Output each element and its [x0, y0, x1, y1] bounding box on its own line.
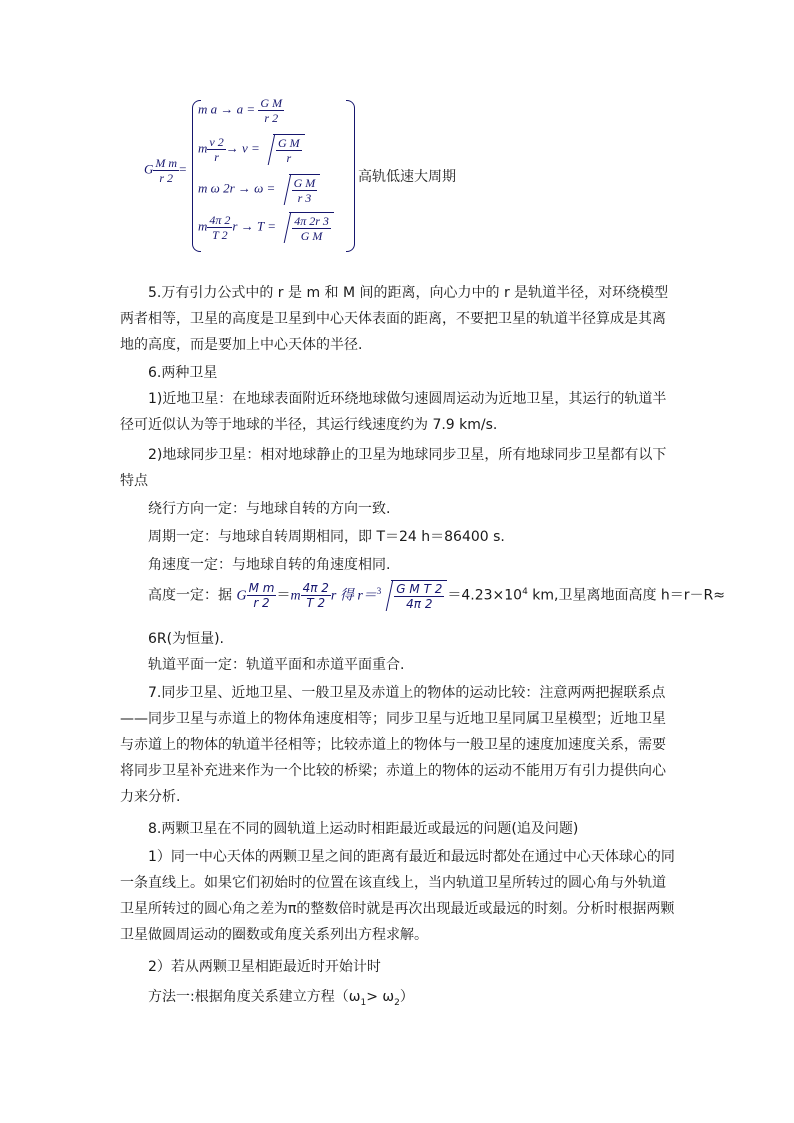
feature-height-line: 高度一定：据 G $\frac{\text{M m}}{r 2}$ ＝m $\frac{4\pi 2}{T 2}$ r 得 r＝$^3$ $\frac{\text{G M T 2}}{4\pi 2}$ $=4.23\times 10^4$ km,卫星离地面高度 h＝r－R≈ [148, 581, 725, 611]
gravitation-lhs: G $\frac{\text{M m}}{r 2}$ = [144, 156, 187, 185]
lhs-num: M m [155, 156, 178, 170]
feature-height-line2: 6R(为恒量). [148, 631, 225, 647]
section-8-part1: 1）同一中心天体的两颗卫星之间的距离有最近和最远时都处在通过中心天体球心的同一条直线上。如果它们初始时的位置在该直线上，当内轨道卫星所转过的圆心角与外轨道卫星所转过的圆心角之差为π的整数倍时就是再次出现最近或最远的时刻。分析时根据两颗卫星做圆周运动的圈数或角度关系列出方程求解。 [120, 849, 675, 943]
section-5-text: 5.万有引力公式中的 r 是 m 和 M 间的距离，向心力中的 r 是轨道半径，对环绕模型两者相等，卫星的高度是卫星到中心天体表面的距离，不要把卫星的轨道半径算成是其离地的高度，而是要加上中心天体的半径. [120, 285, 669, 353]
feature-angular: 角速度一定：与地球自转的角速度相同. [148, 557, 391, 573]
method-one-line: 方法一:根据角度关系建立方程$(\omega_1> \omega_2)$ [148, 989, 414, 1008]
formula-row-velocity: m $\frac{v 2}{r}$ → v = $\frac{\text{G M}}{r}$ [198, 134, 305, 165]
section-6-geosync: 2)地球同步卫星：相对地球静止的卫星为地球同步卫星，所有地球同步卫星都有以下特点 [120, 447, 667, 489]
formula-conclusion: 高轨低速大周期 [358, 169, 456, 185]
feature-plane: 轨道平面一定：轨道平面和赤道平面重合. [148, 657, 405, 673]
feature-direction: 绕行方向一定：与地球自转的方向一致. [148, 501, 391, 517]
section-7-text: 7.同步卫星、近地卫星、一般卫星及赤道上的物体的运动比较：注意两两把握联系点——同步卫星与赤道上的物体角速度相等；同步卫星与近地卫星同属卫星模型；近地卫星与赤道上的物体的轨道半径相等；比较赤道上的物体与一般卫星的速度加速度关系，需要将同步卫星补充进来作为一个比较的桥梁；赤道上的物体的运动不能用万有引力提供向心力来分析. [120, 685, 666, 805]
sqrt-angular: $\frac{\text{G M}}{r 3}$ [279, 174, 321, 205]
section-8-title: 8.两颗卫星在不同的圆轨道上运动时相距最近或最远的问题(追及问题) [148, 821, 579, 837]
sqrt-height: $\frac{\text{G M T 2}}{4\pi 2}$ [381, 580, 447, 611]
right-brace [346, 100, 355, 252]
height-label: 高度一定：据 [148, 587, 232, 604]
feature-period: 周期一定：与地球自转周期相同，即 T＝24 h＝86400 s. [148, 529, 505, 545]
lhs-coef: G [144, 161, 154, 177]
formula-row-acceleration: m a → a = $\frac{\text{G M}}{r 2}$ [198, 96, 283, 125]
section-8-part2: 2）若从两颗卫星相距最近时开始计时 [148, 959, 381, 975]
section-6-near-earth: 1)近地卫星：在地球表面附近环绕地球做匀速圆周运动为近地卫星，其运行的轨道半径可近似认为等于地球的半径，其运行线速度约为 7.9 km/s. [120, 391, 667, 433]
sqrt-velocity: $\frac{\text{G M}}{r}$ [263, 134, 305, 165]
section-6-title: 6.两种卫星 [148, 365, 218, 381]
orbit-formula-block [144, 96, 504, 256]
sqrt-period: $\frac{4\pi 2r 3}{\text{G M}}$ [279, 212, 334, 243]
formula-row-period: m $\frac{4\pi 2}{T 2}$ r → T = $\frac{4\pi 2r 3}{\text{G M}}$ [198, 212, 334, 243]
formula-row-angular: m ω 2r → ω = $\frac{\text{G M}}{r 3}$ [198, 174, 320, 205]
lhs-den: r 2 [153, 170, 179, 185]
